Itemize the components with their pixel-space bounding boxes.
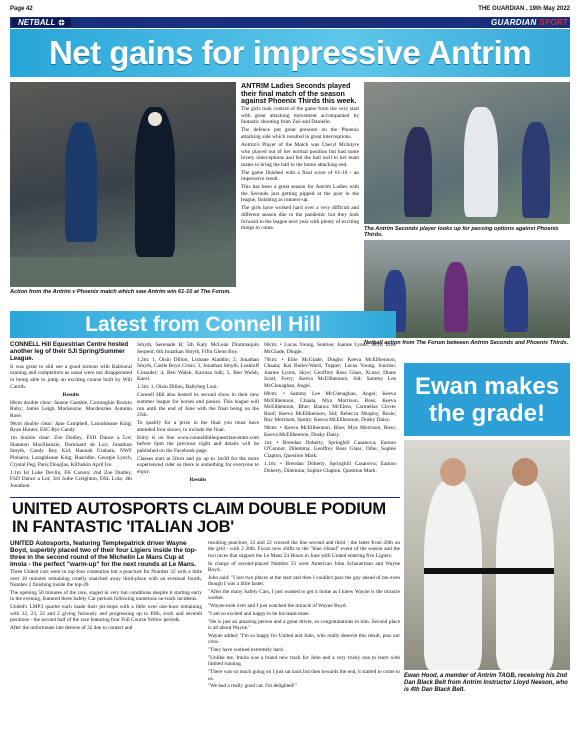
connell-headline: Latest from Connell Hill xyxy=(85,312,321,336)
photo-antrim-seconds xyxy=(364,82,570,224)
page-number: Page 42 xyxy=(10,6,33,12)
antrim-lead: ANTRIM Ladies Seconds played their final match of the season against Phoenix Thirds this week. xyxy=(241,81,357,106)
united-col-1: UNITED Autosports, featuring Templepatrick driver Wayne Boyd, superbly placed two of their four Ligiers inside the top-three in the second round of the Michelin Le Mans Cup at Imola - the perfect "warm-up" for the next rounds at Le Mans. Three United cars were in top-four contention but a puncture for Number 32 with a little over 10 minutes remaining cruelly snatched away third-place with an eventual fourth, Number 2 finishing inside the top-20. The opening 50 minutes of the race, staged in very hot conditions despite it starting early in the evening, featured three Safety Car periods following numerous on-track incidents. United's LMP3 quartet each made their pit-stops with a little over one-hour remaining with 32, 23, 22 and 2 giving furiously and progressing up to fifth, sixth and seventh positions - the second half of the race featuring four Full Course Yellow periods. After the unfortunate late demise of 32 due to contact and xyxy=(10,540,202,631)
section-label: NETBALL xyxy=(12,18,71,27)
page-header xyxy=(10,6,570,16)
antrim-article: ANTRIM Ladies Seconds played their final match of the season against Phoenix Thirds this week. The girls took control of the game from the very start with great attacking movement accompanied by fantastic shooting from Zoë and Danielle. The defence put great pressure on the Phoenix attacking side which resulted in great interceptions. Antrim's Player of the Match was Cheryl McIntyre who played out of her normal position but had some lovely interceptions and fed the ball well to her team mates to bring the ball to the home attacking end. The game finished with a final score of 61-10 - an impressive result. This has been a great season for Antrim Ladies with the Seconds just getting pipped at the post in the league, finishing as runners-up. The girls have worked hard over a very difficult and different season due to the pandemic but they look forward to the league next year with plenty of exciting things to come. xyxy=(241,81,359,232)
connell-col-3: 60cm: • Lucas Young, Sunrise; Joanne Lyons, Skye; Ellie McGlade, Dingle. 70cm: • Ellie McGlade, Dingle; Keeva McEllhennon, Chaala; Kat Butler-Ward, Topper; Lucas Young, Sunrise; Joanne Lyons, Skye; Geoffrey Ross Glass, Xcuse; Diane Scott, Ferry; Keeva McEllhennon, Sid; Sammy Lee McClenaghan, Angel. 80cm: • Sammy Lee McClenaghan, Angel; Keeva McEllhennon, Chaala, Mya Morrison, Ross; Keeva McEllhennon, Blue; Bianca McElrea, Carmellas Clover Roof; Keeva McEllhennon, Sid; Rebecca Murphy, Rosie; Roy Morrison, Spotty; Keeva McEllhennon, Dusky Daisy. 90cm: • Keeva McEllhennon, Blue; Mya Morrison, Ross; Keeva McEllhennon, Dusky Daisy. 1m: • Brendan Doherty, Springhill Casanova; Eamon O'Connor, Dilemma; Geoffrey Ross Glass, Ollie; Sophie Clapton, Question Mark. 1.1m: • Brendan Doherty, Springhill Casanova; Eamon Doherty, Dilemma; Sophie Clapton, Question Mark. xyxy=(264,342,396,474)
main-headline: Net gains for impressive Antrim xyxy=(48,34,532,71)
connell-banner xyxy=(10,311,396,338)
brand-logo: GUARDIAN SPORT xyxy=(491,18,568,27)
photo-ewan-hood xyxy=(404,440,570,670)
united-headline: UNITED AUTOSPORTS CLAIM DOUBLE PODIUM IN FANTASTIC 'ITALIAN JOB' xyxy=(12,500,386,536)
photo-antrim-phoenix xyxy=(10,82,236,287)
netball-icon xyxy=(58,19,65,26)
ewan-headline: Ewan makes the grade! xyxy=(414,372,560,427)
caption-right-mid-photo: Netball action from The Forum between Antrim Seconds and Phoenix Thirds. xyxy=(364,340,569,346)
paper-date: THE GUARDIAN , 19th May 2022 xyxy=(478,6,570,12)
caption-left-photo: Action from the Antrim v Phoenix match which saw Antrim win 61-10 at The Forum. xyxy=(10,289,231,295)
section-divider xyxy=(10,497,400,498)
caption-right-top-photo: The Antrim Seconds player looks up for passing options against Phoenix Thirds. xyxy=(364,226,559,239)
connell-col-2: Smyth, Serenade B; 5th Katy McLean Drumnaquin Serpent; 6th Jonathan Smyth, Fifin Glenn Boy. 1.2m: 1, Oisin Dillon, Lisbane Aladdin; 2, Jonathan Smyth, Castle Boyo Crisis; 3, Jonathan Smyth, Lusktuff Crusader; 4, Ben Walsh, Karrasa tulk; 5, Ben Walsh, Karel. 1.3m: 1, Oisin Dillon, Ballybeg Loui. Connell Hill also hosted its second show in their new summer league for horses and ponies. This league will run until the end of June with the final being on the 25th. To qualify for a prize in the final you must have attended four shows, to include the final. Entry is on line www.connellhillequestriancentre.com before 6pm the previous night and details will be published on the Facebook page. Classes start at 50cm and go up to 1m30 for the more experienced rider so there is something for everyone to enjoy. Results xyxy=(137,342,259,484)
ewan-banner xyxy=(404,363,570,436)
connell-col-1: CONNELL Hill Equestrian Centre hosted another leg of their SJI Spring/Summer League. It was great to still see a good turnout with Balmoral running and competitors as usual were not disappointed in being able to jump an exciting course built by Will Caruth. Results 80cm double clear: Janene Gamble, Corranghin Rockin Ruby; Jamie Leigh Mackenzie, Macdenzies Autumn Rose. 90cm double clear: Jane Campbell, Laurahleane King; Ryan Hunter, ESC Rye Candy. 1m double clear: Zoe Dudley, FSD Dance a Lot; Shannon MacIlkenzie, Dominant de Lux; Jonathon Smyth, Candy Boy Kid; Hannah Graham, NWF Pinbarra; Laraghleane King; Ruaridhe, Georgie Lynch, Crystal Peg; Paris Douglas, Kilfuskin April Ice. 1.1m Ist Luke Devlin, FK Carson; 2nd Zoe Dudley, FSD Dance a Lot; 3rd Jodie Creighton, DSL Lola; 4th Jonathon xyxy=(10,341,132,489)
headline-banner xyxy=(10,29,570,77)
caption-ewan: Ewan Hood, a member of Antrim TAGB, receiving his 2nd Dan Black Belt from Antrim Instructor Lloyd Neeson, who is 4th Dan Black Belt. xyxy=(404,673,568,693)
united-col-2: resulting puncture, 23 and 22 crossed the line second and third - the latter from 20th on the grid - with 2 20th. Focus now shifts to the "blue riband" event of the season and the two races that support the Le Mans 24 Hours in June with United entering five Ligiers. In charge of second-placed Number 23 were American John Schauerman and Wayne Boyd. John said: "I lost two places at the start and then I couldn't pass the guy ahead of me even though I was a little faster. "After the many Safety Cars, I just wanted to get it home as I knew Wayne is the miracle worker. "Wayne took over and I just watched the miracle of Wayne Boyd. "I am so excited and happy to be his team-mate. "He is just an amazing person and a great driver, so congratulations to him. Second place is all about Wayne." Wayne added: "I'm so happy for United and John, who really deserve this result, plus our crew. "They have worked extremely hard. "Unlike me, Imola was a brand new track for John and a very tricky one to learn with limited running. "There was so much going on I just sat back but then towards the end, it started to come to us. "We had a really good car. I'm delighted!" xyxy=(208,540,400,690)
section-bar xyxy=(10,17,570,28)
